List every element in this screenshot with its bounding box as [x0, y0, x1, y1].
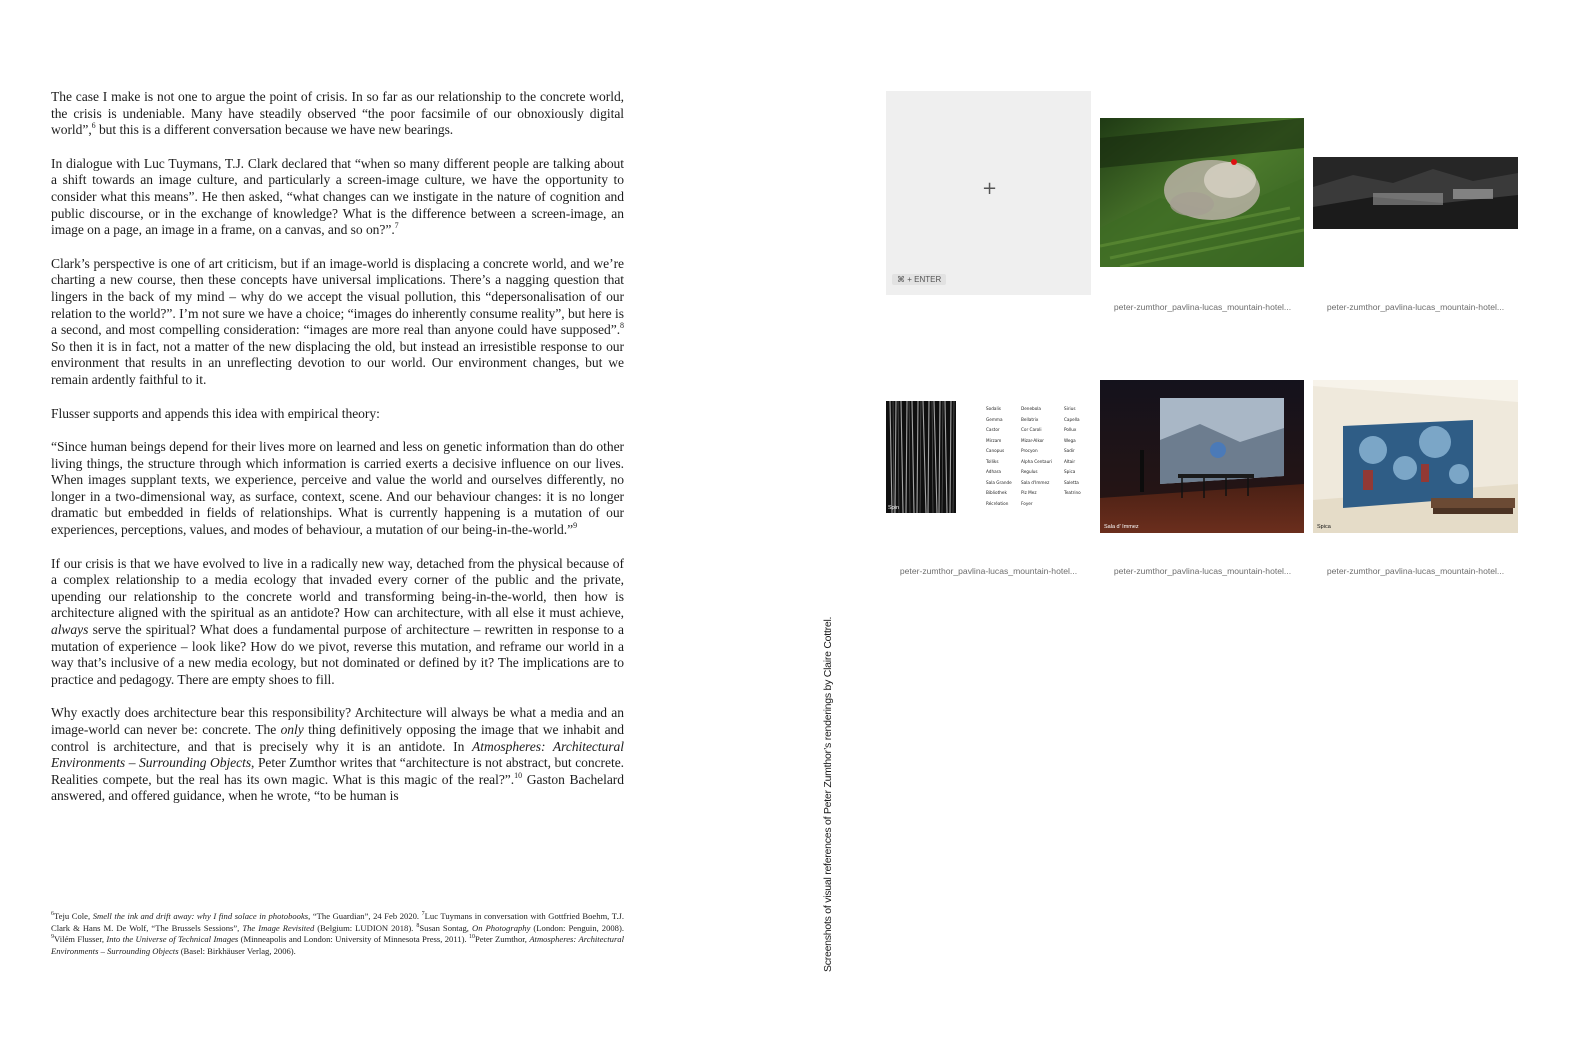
footnotes: $^6$Teju Cole, Smell the ink and drift away: why I find solace in photobooks, “The Guardian”, 24 Feb 2020. $^7$Luc Tuymans in conversation with Gottfried Boehm, T.J. Clark & Hans M. De Wolf, “The Brussels Sessions”, The Image Revisited (Belgium: LUDION 2018). $^8$Susan Sontag, On Photography (London: Penguin, 2008). $^9$Vilém Flusser, Into the Universe of Technical Images (Minneapolis and London: University of Minnesota Press, 2011). $^{10}$Peter Zumthor, Atmospheres: Architectural Environments – Surrounding Objects (Basel: Birkhäuser Verlag, 2006). [51, 911, 624, 956]
figure-caption: Screenshots of visual references of Peter Zumthor’s renderings by Claire Cottrel. [822, 616, 834, 972]
new-item-tile[interactable] [886, 91, 1091, 295]
diagram-room-label: Gemma [986, 416, 1003, 422]
dark-interior-graphic [1100, 380, 1304, 533]
tile-filename: peter-zumthor_pavlina-lucas_mountain-hotel... [1113, 302, 1292, 312]
essay-text-column [51, 89, 624, 822]
aerial-village-image[interactable] [1100, 118, 1304, 267]
diagram-room-label: Bellatrix [1021, 416, 1039, 422]
diagram-room-label: Denebola [1021, 406, 1041, 411]
diagram-room-label: Piz Mez [1021, 490, 1037, 495]
diagram-room-label: Teatrino [1064, 490, 1081, 495]
diagram-room-label: Pollux [1064, 427, 1077, 432]
room-label: Sala d' Immez [1104, 524, 1139, 530]
tile-filename: peter-zumthor_pavlina-lucas_mountain-hotel... [899, 566, 1078, 576]
body-paragraph: In dialogue with Luc Tuymans, T.J. Clark declared that “when so many different people are talking about a shift towards an image culture, and particularly a screen-image culture, we have the opportunity to consider what this means”. He then asked, “what changes can we instigate in the nature of cognition and public discourse, or in the exchange of knowledge? What is the difference between a screen-image, an image on a page, an image in a frame, on a canvas, and so on?”.$^7$ [51, 155, 624, 238]
dark-interior-image[interactable] [1100, 380, 1304, 533]
room-label: Spica [1317, 524, 1331, 530]
diagram-room-label: Mizar-Alkor [1021, 437, 1045, 443]
plus-icon[interactable]: + [982, 178, 998, 199]
diagram-room-label: Tolliks [986, 458, 999, 464]
aerial-village-graphic [1100, 118, 1304, 267]
diagram-room-label: Récréation [986, 500, 1009, 506]
diagram-room-label: Mirzam [986, 437, 1002, 443]
diagram-room-label: Altair [1064, 458, 1076, 464]
collage-diagram-image[interactable] [886, 400, 1091, 515]
diagram-room-label: Wega [1064, 437, 1076, 443]
diagram-room-label: Capella [1064, 416, 1080, 422]
dark-texture-graphic [886, 401, 956, 513]
room-name-diagram [986, 400, 1091, 515]
bright-interior-image[interactable] [1313, 380, 1518, 533]
mountain-panorama-graphic [1313, 157, 1518, 229]
diagram-room-label: Sala d'Immez [1021, 479, 1050, 485]
diagram-room-label: Castor [986, 427, 1000, 432]
shortcut-hint: ⌘ + ENTER [892, 274, 946, 285]
diagram-room-label: Foyer [1021, 500, 1033, 506]
body-paragraph: Clark’s perspective is one of art criticism, but if an image-world is displacing a concrete world, and we’re charting a new course, then these concepts have universal implications. There’s a nagging question that lingers in the back of my mind – why do we accept the visual pollution, this “depersonalisation of our relation to the world?”. I’m not sure we have a choice; “images do inherently consume reality”, but here is a second, and most compelling consideration: “images are more real than anyone could have supposed”.$^8$ So then it is in fact, not a matter of the new displacing the old, but instead an irresistible response to our environment that results in an unreflecting devotion to our world. Our environment changes, but we remain ardently faithful to it. [51, 255, 624, 387]
diagram-room-label: Saletta [1064, 479, 1079, 485]
diagram-room-label: Cor Caroli [1021, 427, 1042, 432]
diagram-room-label: Alpha Centauri [1021, 458, 1053, 464]
diagram-room-label: Spica [1064, 469, 1076, 474]
diagram-room-label: Adhara [986, 469, 1001, 474]
diagram-room-label: Sirius [1064, 406, 1076, 411]
tile-filename: peter-zumthor_pavlina-lucas_mountain-hotel... [1326, 566, 1505, 576]
tile-filename: peter-zumthor_pavlina-lucas_mountain-hotel... [1326, 302, 1505, 312]
diagram-room-label: Sala Grande [986, 479, 1012, 485]
diagram-room-label: Procyon [1021, 448, 1038, 453]
diagram-room-label: Regulus [1021, 469, 1038, 474]
diagram-room-label: Sadir [1064, 448, 1075, 453]
body-paragraph: “Since human beings depend for their lives more on learned and less on genetic information than do other living things, the structure through which information is carried exerts a decisive influence on our lives. When images supplant texts, we experience, perceive and value the world and ourselves differently, no longer in a two-dimensional way, as surface, context, scene. And our behaviour changes: it is no longer dramatic but embedded in fields of relationships. What is currently happening is a mutation of our experiences, perceptions, values, and modes of behaviour, a mutation of our being-in-the-world.”$^9$ [51, 439, 624, 538]
mountain-panorama-image[interactable] [1313, 157, 1518, 229]
diagram-room-label: Bibliothek [986, 490, 1007, 495]
texture-label: Spin [888, 505, 900, 511]
body-paragraph: If our crisis is that we have evolved to live in a radically new way, detached from the physical because of a complex relationship to a media ecology that invaded every corner of the public and the private, upending our relationship to the concrete world and transforming being-in-the-world, then how is architecture aligned with the spiritual as an antidote? How can architecture, with all else it must achieve, always serve the spiritual? What does a fundamental purpose of architecture – rewritten in response to a mutation of experience – look like? How do we pivot, reverse this mutation, and reframe our world in a way that’s inclusive of a new media ecology, but not dominated or defined by it? The implications are to practice and pedagogy. There are empty shoes to fill. [51, 555, 624, 687]
diagram-room-label: Sodalis [986, 406, 1001, 411]
body-paragraph: The case I make is not one to argue the point of crisis. In so far as our relationship to the concrete world, the crisis is undeniable. Many have steadily observed “the poor facsimile of our obnoxiously digital world”,$^6$ but this is a different conversation because we have new bearings. [51, 89, 624, 138]
body-paragraph: Flusser supports and appends this idea with empirical theory: [51, 405, 380, 421]
diagram-room-label: Canopus [986, 448, 1005, 453]
bright-interior-graphic [1313, 380, 1518, 533]
body-paragraph: Why exactly does architecture bear this responsibility? Architecture will always be what a media and an image-world can never be: concrete. The only thing definitively opposing the image that we inhabit and control is architecture, and that is precisely why it is an antidote. In Atmospheres: Architectural Environments – Surrounding Objects, Peter Zumthor writes that “architecture is not abstract, but concrete. Realities compete, but the real has its own magic. What is this magic of the real?”.$^{10}$ Gaston Bachelard answered, and offered guidance, when he wrote, “to be human is [51, 705, 624, 804]
tile-filename: peter-zumthor_pavlina-lucas_mountain-hotel... [1113, 566, 1292, 576]
